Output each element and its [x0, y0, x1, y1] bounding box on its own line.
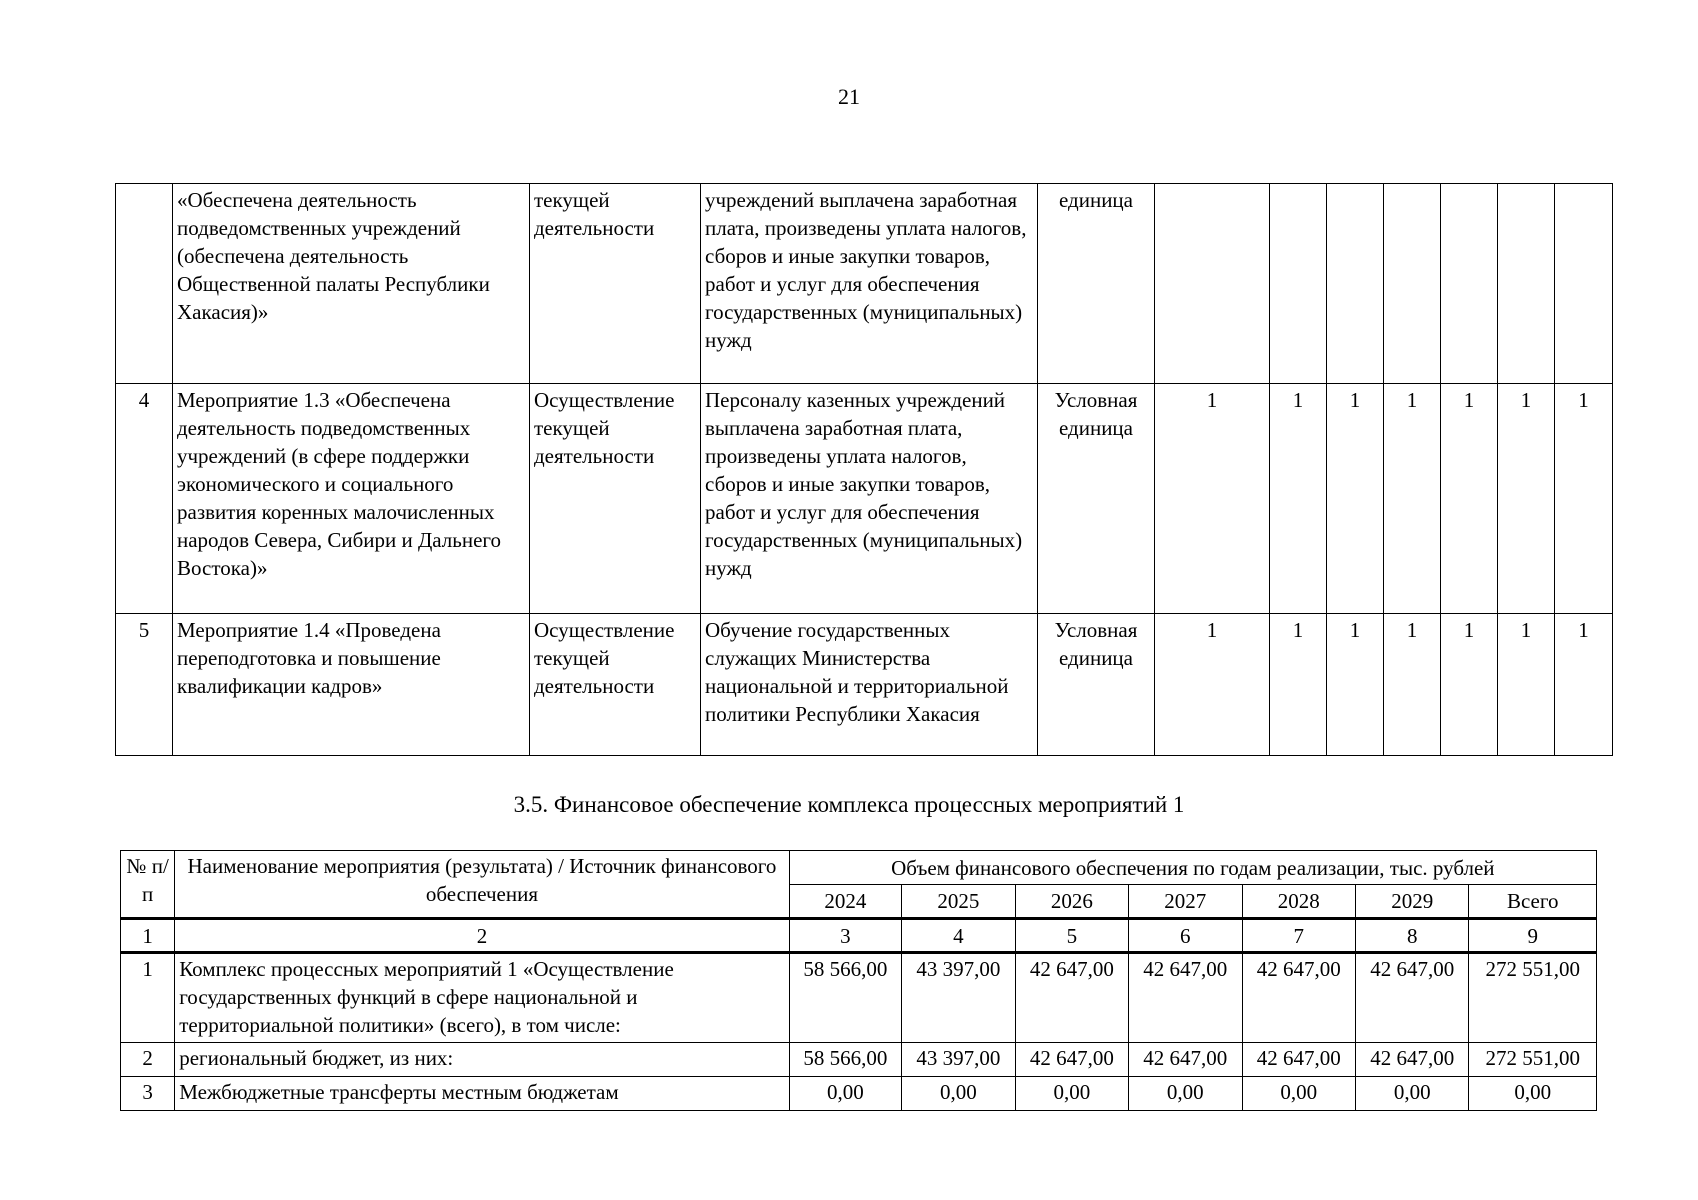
header-year: 2024 [789, 885, 901, 919]
table-row [116, 384, 1613, 614]
indicator-value: 1 [1270, 614, 1327, 756]
row-number: 2 [121, 1043, 175, 1077]
amount-cell: 272 551,00 [1469, 953, 1597, 1043]
column-index: 7 [1242, 919, 1355, 953]
amount-cell: 0,00 [789, 1077, 901, 1111]
activity-name: «Обеспечена деятельность подведомственных учреждений (обеспечена деятельность Общественной палаты Республики Хакасия)» [173, 184, 530, 384]
section-title: 3.5. Финансовое обеспечение комплекса процессных мероприятий 1 [513, 792, 1185, 817]
header-year: 2026 [1015, 885, 1128, 919]
amount-cell: 42 647,00 [1129, 953, 1242, 1043]
activity-description: Персоналу казенных учреждений выплачена заработная плата, произведены уплата налогов, сборов и иные закупки товаров, работ и услуг для обеспечения государственных (муниципальных) нужд [701, 384, 1038, 614]
amount-cell: 0,00 [1355, 1077, 1468, 1111]
header-num: № п/п [121, 851, 175, 919]
amount-cell: 0,00 [1129, 1077, 1242, 1111]
header-year: 2028 [1242, 885, 1355, 919]
indicator-value: 1 [1384, 614, 1441, 756]
indicator-value: 1 [1327, 614, 1384, 756]
activity-type: текущей деятельности [530, 184, 701, 384]
activities-indicators-table [115, 183, 1613, 756]
column-index: 3 [789, 919, 901, 953]
amount-cell: 42 647,00 [1015, 1043, 1128, 1077]
indicator-value: 1 [1441, 614, 1498, 756]
column-index-row [121, 919, 1597, 953]
indicator-value: 1 [1441, 384, 1498, 614]
indicator-value: 1 [1555, 384, 1613, 614]
amount-cell: 0,00 [1242, 1077, 1355, 1111]
indicator-value [1327, 184, 1384, 384]
column-index: 5 [1015, 919, 1128, 953]
indicator-value [1384, 184, 1441, 384]
header-row [121, 851, 1597, 885]
finance-item-name: Межбюджетные трансферты местным бюджетам [175, 1077, 789, 1111]
column-index: 1 [121, 919, 175, 953]
table-row [121, 1043, 1597, 1077]
header-volume: Объем финансового обеспечения по годам реализации, тыс. рублей [789, 851, 1596, 885]
finance-table [120, 850, 1597, 1111]
header-name: Наименование мероприятия (результата) / Источник финансового обеспечения [175, 851, 789, 919]
column-index: 4 [902, 919, 1015, 953]
activity-name: Мероприятие 1.3 «Обеспечена деятельность подведомственных учреждений (в сфере поддержки экономического и социального развития коренных малочисленных народов Севера, Сибири и Дальнего Востока)» [173, 384, 530, 614]
row-number: 1 [121, 953, 175, 1043]
column-index: 2 [175, 919, 789, 953]
amount-cell: 272 551,00 [1469, 1043, 1597, 1077]
unit-of-measure: Условная единица [1038, 614, 1155, 756]
amount-cell: 43 397,00 [902, 953, 1015, 1043]
finance-item-name: Комплекс процессных мероприятий 1 «Осуществление государственных функций в сфере национальной и территориальной политики» (всего), в том числе: [175, 953, 789, 1043]
page-number: 21 [838, 84, 860, 109]
amount-cell: 43 397,00 [902, 1043, 1015, 1077]
amount-cell: 42 647,00 [1242, 953, 1355, 1043]
table-row [116, 184, 1613, 384]
row-number: 5 [116, 614, 173, 756]
amount-cell: 0,00 [1015, 1077, 1128, 1111]
amount-cell: 42 647,00 [1355, 1043, 1468, 1077]
column-index: 6 [1129, 919, 1242, 953]
activity-type: Осуществление текущей деятельности [530, 614, 701, 756]
indicator-value: 1 [1270, 384, 1327, 614]
indicator-value: 1 [1384, 384, 1441, 614]
amount-cell: 0,00 [902, 1077, 1015, 1111]
finance-item-name: региональный бюджет, из них: [175, 1043, 789, 1077]
indicator-value: 1 [1327, 384, 1384, 614]
header-year: 2029 [1355, 885, 1468, 919]
indicator-value [1270, 184, 1327, 384]
indicator-value: 1 [1155, 384, 1270, 614]
indicator-value: 1 [1155, 614, 1270, 756]
header-year: 2027 [1129, 885, 1242, 919]
indicator-value [1555, 184, 1613, 384]
indicator-value [1155, 184, 1270, 384]
indicator-value [1498, 184, 1555, 384]
table-row [116, 614, 1613, 756]
indicator-value [1441, 184, 1498, 384]
amount-cell: 42 647,00 [1355, 953, 1468, 1043]
row-number [116, 184, 173, 384]
column-index: 8 [1355, 919, 1468, 953]
header-year: 2025 [902, 885, 1015, 919]
table-row [121, 953, 1597, 1043]
activity-description: Обучение государственных служащих Министерства национальной и территориальной политики Республики Хакасия [701, 614, 1038, 756]
unit-of-measure: единица [1038, 184, 1155, 384]
indicator-value: 1 [1498, 614, 1555, 756]
header-total: Всего [1469, 885, 1597, 919]
indicator-value: 1 [1555, 614, 1613, 756]
column-index: 9 [1469, 919, 1597, 953]
amount-cell: 42 647,00 [1015, 953, 1128, 1043]
amount-cell: 42 647,00 [1129, 1043, 1242, 1077]
amount-cell: 0,00 [1469, 1077, 1597, 1111]
table-row [121, 1077, 1597, 1111]
row-number: 4 [116, 384, 173, 614]
amount-cell: 58 566,00 [789, 1043, 901, 1077]
unit-of-measure: Условная единица [1038, 384, 1155, 614]
row-number: 3 [121, 1077, 175, 1111]
activity-description: учреждений выплачена заработная плата, произведены уплата налогов, сборов и иные закупки товаров, работ и услуг для обеспечения государственных (муниципальных) нужд [701, 184, 1038, 384]
indicator-value: 1 [1498, 384, 1555, 614]
activity-name: Мероприятие 1.4 «Проведена переподготовка и повышение квалификации кадров» [173, 614, 530, 756]
activity-type: Осуществление текущей деятельности [530, 384, 701, 614]
amount-cell: 42 647,00 [1242, 1043, 1355, 1077]
amount-cell: 58 566,00 [789, 953, 901, 1043]
